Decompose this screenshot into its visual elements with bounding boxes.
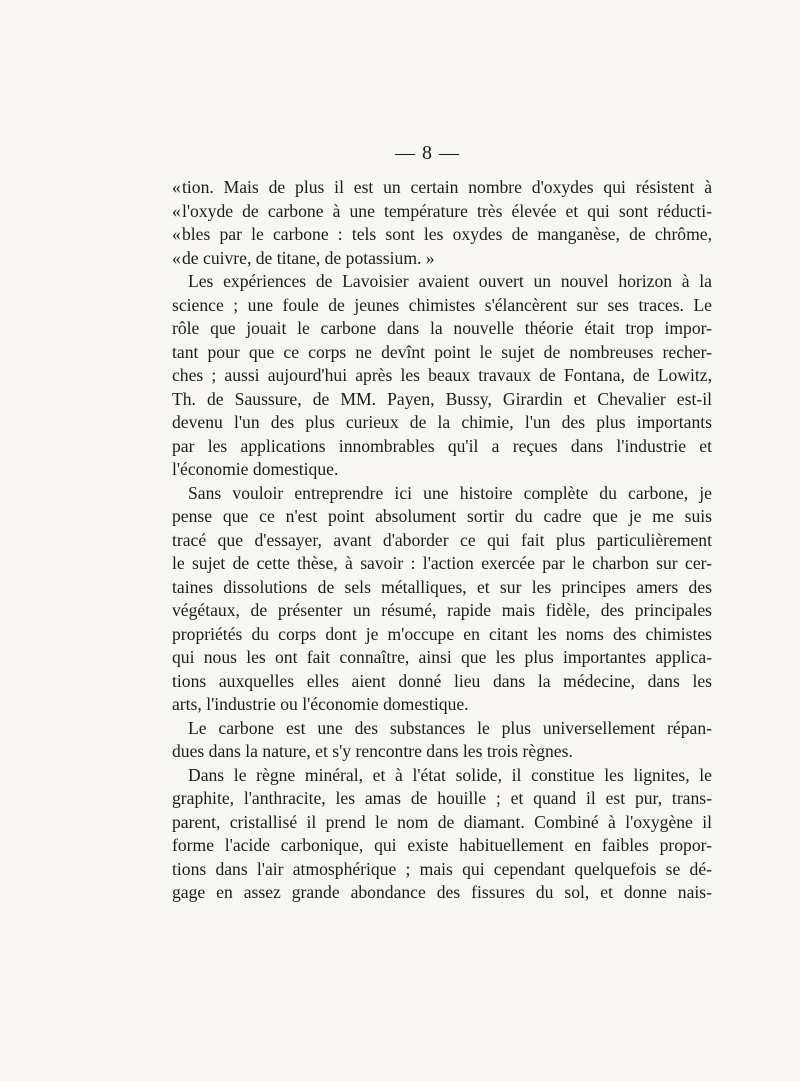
text-line xyxy=(172,247,712,271)
text-line xyxy=(172,740,712,764)
text-line xyxy=(172,200,712,224)
text-line xyxy=(172,717,712,741)
line-text: taines dissolutions de sels métalliques, et sur les principes amers des xyxy=(172,576,712,597)
line-text: l'oxyde de carbone à une température très élevée et qui sont réducti- xyxy=(182,200,712,221)
text-line xyxy=(172,176,712,200)
line-text: dues dans la nature, et s'y rencontre dans les trois règnes. xyxy=(172,741,573,761)
text-line xyxy=(172,787,712,811)
line-text: par les applications innombrables qu'il a reçues dans l'industrie et xyxy=(172,435,712,456)
text-line xyxy=(172,670,712,694)
text-line xyxy=(172,505,712,529)
line-text: végétaux, de présenter un résumé, rapide mais fidèle, des principales xyxy=(172,600,712,620)
text-line xyxy=(172,834,712,858)
text-line xyxy=(172,223,712,247)
line-text: ches ; aussi aujourd'hui après les beaux travaux de Fontana, de Lowitz, xyxy=(172,365,712,385)
text-line xyxy=(172,552,712,576)
text-line xyxy=(172,364,712,388)
line-text: propriétés du corps dont je m'occupe en citant les noms des chimistes xyxy=(172,623,712,644)
quote-mark: « xyxy=(172,224,181,244)
line-text: science ; une foule de jeunes chimistes s'élancèrent sur ses traces. Le xyxy=(172,294,712,315)
text-line xyxy=(172,529,712,553)
line-text: tions dans l'air atmosphérique ; mais qui cependant quelquefois se dé- xyxy=(172,858,712,879)
line-text: tant pour que ce corps ne devînt point le sujet de nombreuses recher- xyxy=(172,341,712,362)
page-number: — 8 — xyxy=(395,142,460,164)
text-line xyxy=(172,388,712,412)
line-text: Sans vouloir entreprendre ici une histoire complète du carbone, je xyxy=(188,482,712,503)
quote-mark: « xyxy=(172,200,181,221)
line-text: devenu l'un des plus curieux de la chimie, l'un des plus importants xyxy=(172,412,712,432)
text-line xyxy=(172,623,712,647)
line-text: arts, l'industrie ou l'économie domestique. xyxy=(172,694,469,714)
text-line xyxy=(172,881,712,905)
line-text: forme l'acide carbonique, qui existe habituellement en faibles propor- xyxy=(172,835,712,855)
quote-mark: « xyxy=(172,177,181,197)
text-line xyxy=(172,458,712,482)
line-text: qui nous les ont fait connaître, ainsi que les plus importantes applica- xyxy=(172,647,712,667)
text-line xyxy=(172,811,712,835)
line-text: le sujet de cette thèse, à savoir : l'action exercée par le charbon sur cer- xyxy=(172,553,712,573)
line-text: Les expériences de Lavoisier avaient ouvert un nouvel horizon à la xyxy=(188,271,712,291)
line-text: tracé que d'essayer, avant d'aborder ce qui fait plus particulièrement xyxy=(172,529,712,550)
text-line xyxy=(172,764,712,788)
line-text: Le carbone est une des substances le plus universellement répan- xyxy=(188,717,712,738)
text-line xyxy=(172,576,712,600)
line-text: gage en assez grande abondance des fissures du sol, et donne nais- xyxy=(172,882,712,902)
text-line xyxy=(172,599,712,623)
line-text: tions auxquelles elles aient donné lieu dans la médecine, dans les xyxy=(172,670,712,691)
text-line xyxy=(172,294,712,318)
line-text: Th. de Saussure, de MM. Payen, Bussy, Girardin et Chevalier est-il xyxy=(172,388,712,409)
line-text: bles par le carbone : tels sont les oxydes de manganèse, de chrôme, xyxy=(182,224,712,244)
body-text xyxy=(172,176,712,905)
text-line xyxy=(172,482,712,506)
quote-mark: « xyxy=(172,247,181,268)
line-text: tion. Mais de plus il est un certain nombre d'oxydes qui résistent à xyxy=(182,177,712,197)
text-line xyxy=(172,411,712,435)
line-text: Dans le règne minéral, et à l'état solide, il constitue les lignites, le xyxy=(188,764,712,785)
line-text: de cuivre, de titane, de potassium. » xyxy=(182,247,435,268)
line-text: graphite, l'anthracite, les amas de houille ; et quand il est pur, trans- xyxy=(172,788,712,808)
line-text: pense que ce n'est point absolument sortir du cadre que je me suis xyxy=(172,506,712,526)
text-line xyxy=(172,435,712,459)
line-text: l'économie domestique. xyxy=(172,459,339,479)
text-line xyxy=(172,646,712,670)
text-line xyxy=(172,317,712,341)
text-line xyxy=(172,858,712,882)
line-text: rôle que jouait le carbone dans la nouvelle théorie était trop impor- xyxy=(172,318,712,338)
text-line xyxy=(172,341,712,365)
text-line xyxy=(172,693,712,717)
text-line xyxy=(172,270,712,294)
line-text: parent, cristallisé il prend le nom de diamant. Combiné à l'oxygène il xyxy=(172,811,712,832)
